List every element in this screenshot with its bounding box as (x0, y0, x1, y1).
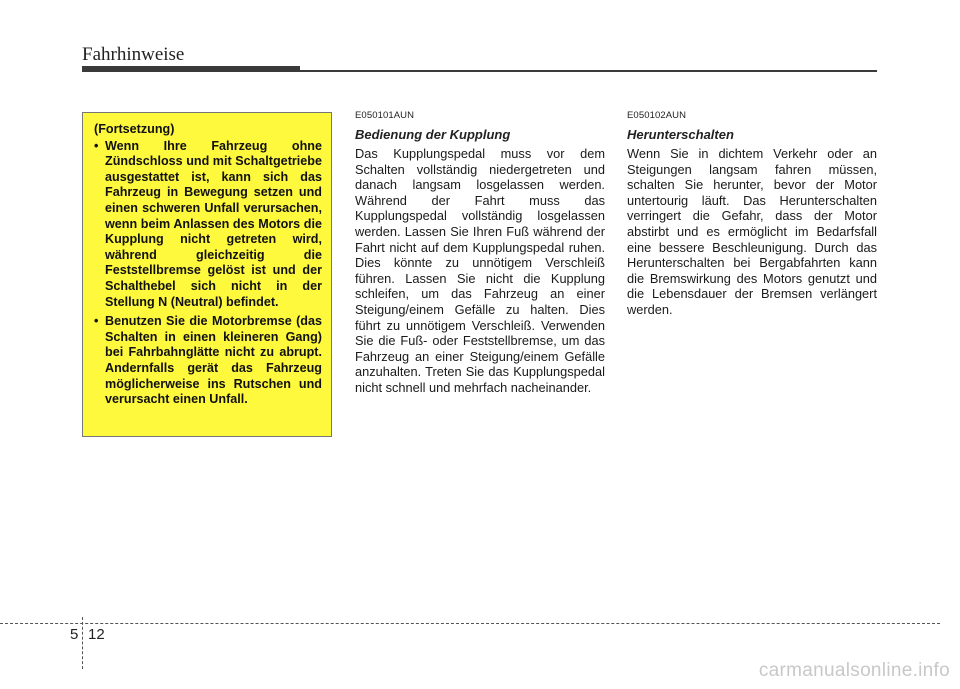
section-heading: Bedienung der Kupplung (355, 127, 511, 142)
page-header-title: Fahrhinweise (82, 44, 185, 65)
section-code: E050101AUN (355, 110, 415, 121)
footer-divider (82, 617, 83, 669)
header-rule-thick (82, 66, 300, 72)
warning-box (82, 112, 332, 437)
section-clutch (355, 110, 605, 396)
page-number: 12 (88, 626, 105, 643)
section-body: Wenn Sie in dichtem Verkehr oder an Steigungen langsam fahren müssen, schalten Sie herunter, bevor der Motor untertourig läuft. Das Herunterschalten verringert die Gefahr, dass der Motor abstirbt und es ermöglicht im Bedarfsfall eine bessere Beschleunigung. Durch das Herunterschalten bei Bergabfahrten kann die Bremswirkung des Motors genutzt und die Lebensdauer der Bremsen verlängert werden. (627, 146, 877, 317)
footer-rule (0, 623, 940, 624)
section-code: E050102AUN (627, 110, 687, 121)
section-heading: Herunterschalten (627, 127, 734, 142)
header-rule-thin (300, 70, 877, 72)
watermark: carmanualsonline.info (758, 660, 950, 681)
section-body: Das Kupplungspedal muss vor dem Schalten vollständig niedergetreten und danach langsam losgelassen werden. Während der Fahrt muss das Kupplungspedal vollständig losgelassen werden. Lassen Sie Ihren Fuß während der Fahrt nicht auf dem Kupplungspedal ruhen. Dies könnte zu unnötigem Verschleiß führen. Lassen Sie nicht die Kupplung schleifen, um das Fahrzeug an einer Steigung/einem Gefälle zu halten. Dies führt zu unnötigem Verschleiß. Verwenden Sie die Fuß- oder Feststellbremse, um das Fahrzeug an einer Steigung/einem Gefälle anzuhalten. Treten Sie das Kupplungspedal nicht schnell und mehrfach nacheinander. (355, 146, 605, 395)
warning-bullet: • Benutzen Sie die Motorbremse (das Schalten in einen kleineren Gang) bei Fahrbahnglätte nicht zu abrupt. Andernfalls gerät das Fahrzeug möglicherweise ins Rutschen und verursacht einen Unfall. (94, 314, 322, 408)
page-chapter-number: 5 (70, 626, 79, 643)
warning-list (94, 139, 322, 408)
section-downshift (627, 110, 877, 318)
warning-continuation: (Fortsetzung) (94, 122, 175, 136)
warning-bullet: • Wenn Ihre Fahrzeug ohne Zündschloss und mit Schaltgetriebe ausgestattet ist, kann sich das Fahrzeug in Bewegung setzen und einen schweren Unfall verursachen, wenn beim Anlassen des Motors die Kupplung nicht getreten wird, während gleichzeitig die Feststellbremse gelöst ist und der Schalthebel sich nicht in der Stellung N (Neutral) befindet. (94, 139, 322, 311)
